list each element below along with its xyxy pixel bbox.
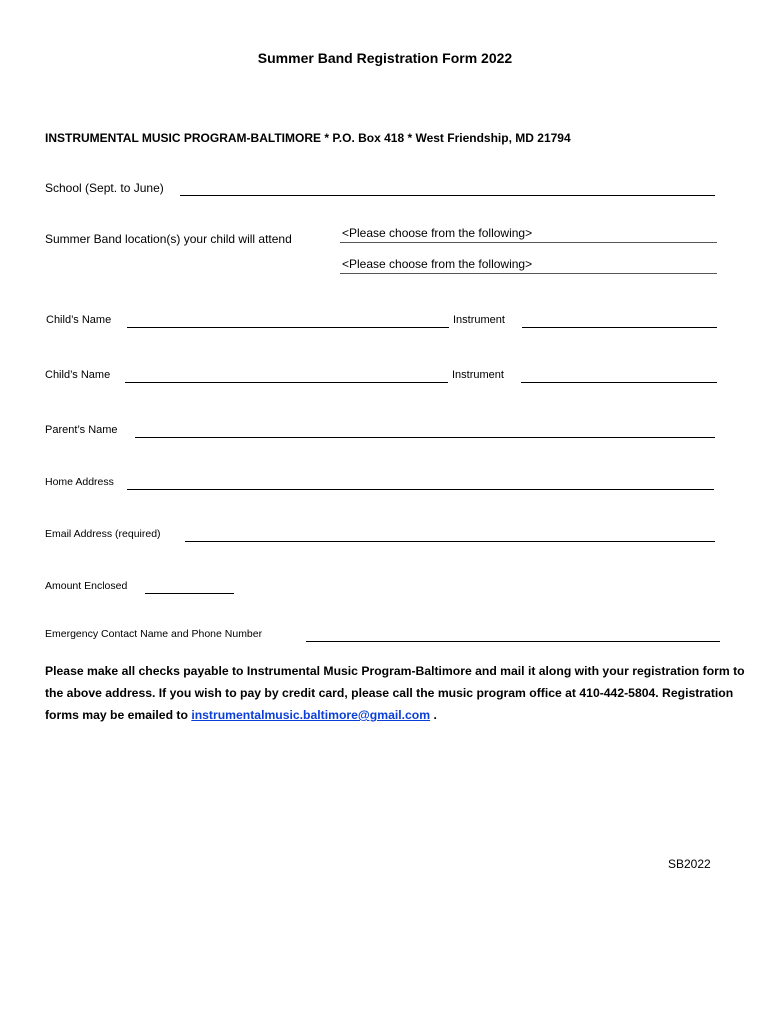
location-select-2[interactable] [340, 257, 717, 271]
child-name-label-2: Child’s Name [45, 369, 111, 381]
location-select-2-value: <Please choose from the following> [342, 257, 533, 271]
child-name-field-1[interactable] [127, 327, 449, 328]
emergency-contact-field[interactable] [306, 641, 720, 642]
instructions-text: Please make all checks payable to Instrumental Music Program-Baltimore and mail it along with your registration form to the above address. If you wish to pay by credit card, please call the music program office at 410-442-5804. Registration forms may be emailed to [45, 664, 745, 722]
emergency-contact-label: Emergency Contact Name and Phone Number [45, 628, 263, 640]
school-field[interactable] [180, 195, 715, 196]
instrument-field-2[interactable] [521, 382, 717, 383]
child-name-label-1: Child’s Name [46, 314, 112, 326]
instrument-label-1: Instrument [453, 314, 505, 326]
email-field[interactable] [185, 541, 715, 542]
email-label: Email Address (required) [45, 528, 161, 540]
amount-label: Amount Enclosed [45, 580, 128, 592]
form-code: SB2022 [668, 857, 711, 871]
instrument-label-2: Instrument [452, 369, 504, 381]
home-address-field[interactable] [127, 489, 714, 490]
payment-instructions [45, 660, 745, 726]
parent-name-label: Parent’s Name [45, 424, 118, 436]
home-address-label: Home Address [45, 476, 114, 488]
location-select-2-line [340, 273, 717, 274]
location-select-1-line [340, 242, 717, 243]
school-label: School (Sept. to June) [45, 181, 164, 195]
location-label: Summer Band location(s) your child will attend [45, 232, 292, 246]
parent-name-field[interactable] [135, 437, 715, 438]
location-select-1[interactable] [340, 226, 717, 240]
page-title: Summer Band Registration Form 2022 [257, 50, 513, 66]
program-address: INSTRUMENTAL MUSIC PROGRAM-BALTIMORE * P.O. Box 418 * West Friendship, MD 21794 [45, 131, 571, 145]
instrument-field-1[interactable] [522, 327, 717, 328]
child-name-field-2[interactable] [125, 382, 448, 383]
location-select-1-value: <Please choose from the following> [342, 226, 533, 240]
email-link[interactable]: instrumentalmusic.baltimore@gmail.com [191, 708, 431, 722]
amount-field[interactable] [145, 593, 234, 594]
instructions-end: . [430, 708, 437, 722]
